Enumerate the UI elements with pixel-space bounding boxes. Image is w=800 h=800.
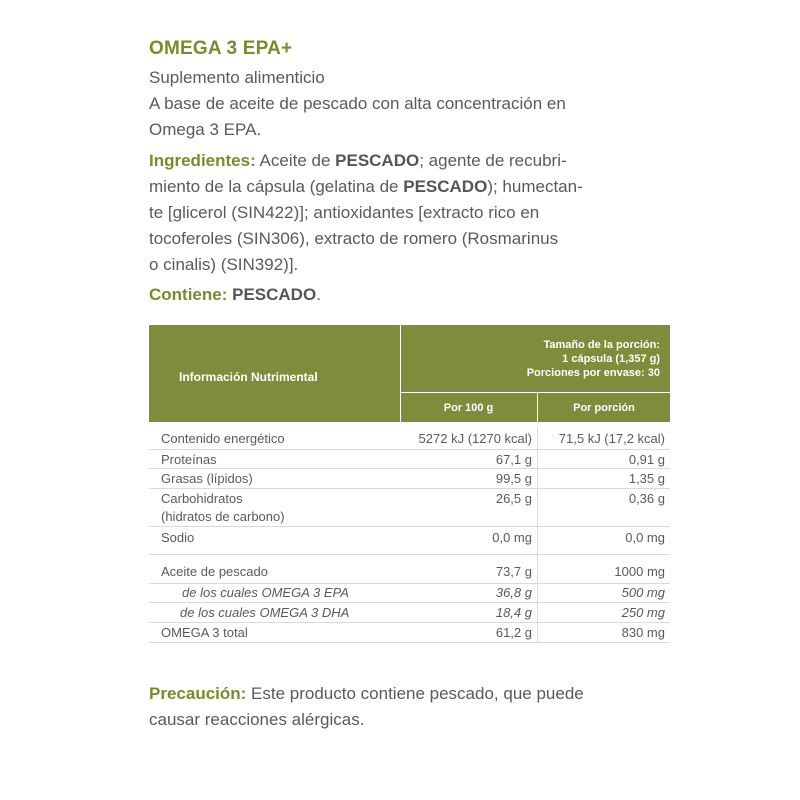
column-divider [537,603,538,622]
column-divider [537,623,538,642]
nutrition-title: Información Nutrimental [179,370,318,384]
nutrient-per-serving: 500 mg [621,585,665,600]
nutrient-per100: 36,8 g [495,585,532,600]
column-header-per-serving: Por porción [573,402,635,414]
nutrient-name: Aceite de pescado [161,564,268,579]
servings-per-container: Porciones por envase: 30 [526,367,660,379]
product-description-line1: A base de aceite de pescado con alta concentración en [149,94,566,113]
nutrient-name: Contenido energético [161,431,285,446]
table-row [149,489,670,527]
table-row [149,469,670,489]
ingredients-line4: tocoferoles (SIN306), extracto de romero (Rosmarinus [149,229,559,248]
product-intro [149,65,669,143]
column-divider [537,584,538,602]
ingredients-text: ; agente de recubri- [419,151,567,170]
column-divider [537,489,538,526]
product-description-line2: Omega 3 EPA. [149,120,262,139]
nutrient-per-serving: 0,0 mg [625,530,665,545]
column-divider [537,527,538,554]
nutrient-name: de los cuales OMEGA 3 EPA [182,585,349,600]
precaution-line2: causar reacciones alérgicas. [149,710,365,729]
precaution-block [149,681,669,733]
product-title: OMEGA 3 EPA+ [149,38,293,59]
product-subtitle: Suplemento alimenticio [149,68,325,87]
column-divider [537,469,538,488]
nutrient-per-serving: 71,5 kJ (17,2 kcal) [558,431,665,446]
header-divider [400,392,670,393]
nutrient-per-serving: 830 mg [621,625,665,640]
ingredients-line3: te [glicerol (SIN422)]; antioxidantes [extracto rico en [149,203,540,222]
serving-size-value: 1 cápsula (1,357 g) [562,353,660,365]
precaution-text: Este producto contiene pescado, que puede [246,684,584,703]
ingredients-text: ); humectan- [487,177,583,196]
ingredients-line2 [149,174,669,200]
table-row [149,555,670,584]
contains-value: PESCADO [227,285,317,304]
contains-end: . [316,285,321,304]
nutrient-per100: 5272 kJ (1270 kcal) [418,431,532,446]
ingredients-text: miento de la cápsula (gelatina de [149,177,404,196]
serving-size-label: Tamaño de la porción: [543,339,660,351]
table-row [149,603,670,623]
contains-block [149,283,321,307]
nutrient-per100: 61,2 g [495,625,532,640]
table-row [149,450,670,469]
column-divider [537,450,538,468]
table-row [149,623,670,643]
nutrient-name: de los cuales OMEGA 3 DHA [180,605,350,620]
nutrient-name: Proteínas [161,452,217,467]
nutrient-per100: 99,5 g [495,471,532,486]
nutrition-table-body [149,427,670,643]
nutrient-name: Carbohidratos [161,491,243,506]
serving-info [527,338,660,380]
contains-label: Contiene: [149,285,228,304]
ingredients-label: Ingredientes: [149,151,256,170]
table-row [149,584,670,603]
ingredients-line1 [149,148,669,174]
ingredients-text: Aceite de [255,151,336,170]
nutrient-per-serving: 1000 mg [614,564,665,579]
column-divider [537,555,538,583]
nutrient-name: OMEGA 3 total [161,625,248,640]
ingredients-line5: o cinalis) (SIN392)]. [149,255,299,274]
nutrient-per100: 18,4 g [495,605,532,620]
ingredients-block [149,148,669,278]
column-header-per-100g: Por 100 g [443,402,494,414]
nutrient-per100: 73,7 g [495,564,532,579]
nutrient-per-serving: 0,36 g [628,491,665,506]
nutrient-per-serving: 250 mg [621,605,665,620]
nutrient-name: Grasas (lípidos) [161,471,253,486]
nutrient-per100: 67,1 g [495,452,532,467]
precaution-line1 [149,681,669,707]
nutrient-per-serving: 1,35 g [628,471,665,486]
nutrient-per100: 26,5 g [495,491,532,506]
allergen-fish: PESCADO [403,177,488,196]
nutrient-name: Sodio [161,530,195,545]
table-row [149,527,670,555]
nutrition-table-header [149,325,670,422]
nutrient-per-serving: 0,91 g [628,452,665,467]
table-row [149,427,670,450]
nutrient-name-detail: (hidratos de carbono) [161,509,285,524]
allergen-fish: PESCADO [335,151,420,170]
column-divider [537,427,538,449]
nutrient-per100: 0,0 mg [492,530,532,545]
precaution-label: Precaución: [149,684,247,703]
